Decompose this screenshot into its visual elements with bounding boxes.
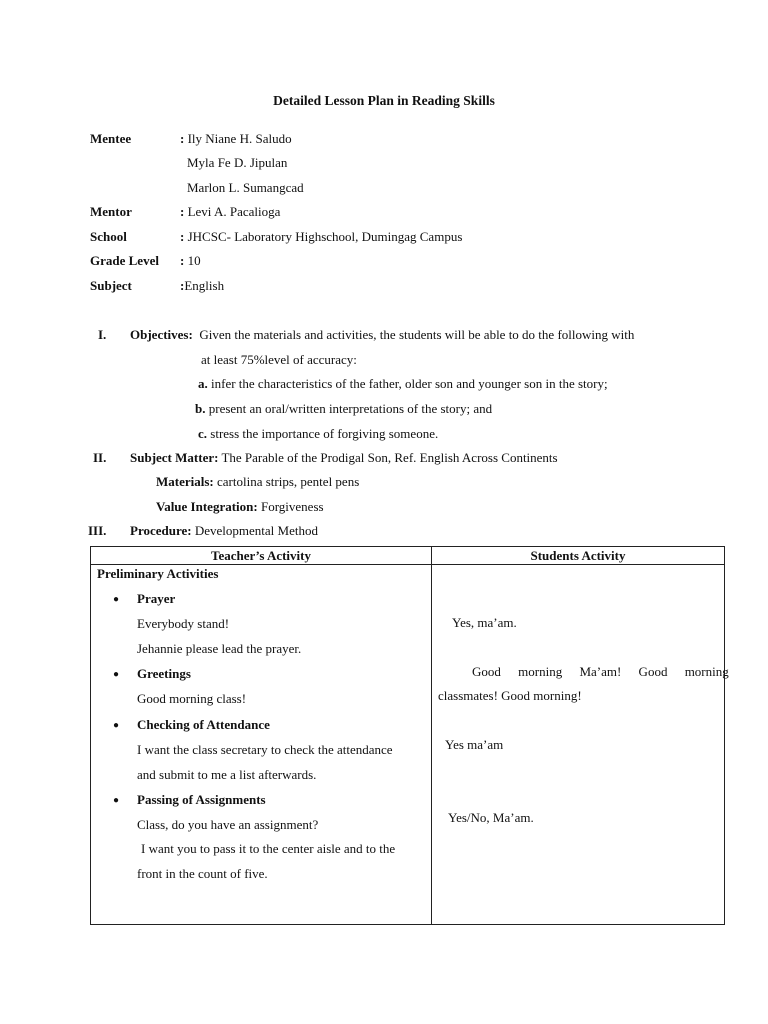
assignments-heading: Passing of Assignments: [137, 792, 266, 807]
prayer-line-2: Jehannie please lead the prayer.: [137, 641, 302, 656]
subject-matter-numeral: II.: [93, 450, 107, 465]
bullet-icon: ●: [113, 720, 120, 731]
student-response-2-text: Good morning Ma’am! Good morning: [472, 664, 729, 679]
objective-item-c: c. stress the importance of forgiving someone.: [198, 426, 439, 441]
value-integration-line: Value Integration: Forgiveness: [156, 499, 324, 514]
assignments-line-1: Class, do you have an assignment?: [137, 817, 319, 832]
teacher-activity-header: Teacher’s Activity: [91, 547, 432, 565]
student-response-3: Yes ma’am: [445, 737, 504, 752]
procedure-line: Procedure: Developmental Method: [130, 523, 318, 538]
teacher-activity-cell: [91, 565, 432, 925]
student-response-4: Yes/No, Ma’am.: [448, 810, 534, 825]
mentee-value-2: Myla Fe D. Jipulan: [187, 155, 288, 170]
objective-item-a: a. infer the characteristics of the father, older son and younger son in the story;: [198, 376, 608, 391]
students-activity-cell: [432, 565, 729, 925]
mentor-value: : Levi A. Pacalioga: [180, 204, 281, 219]
objectives-numeral: I.: [98, 327, 107, 342]
student-response-2-line-2: classmates! Good morning!: [438, 688, 582, 703]
attendance-heading: Checking of Attendance: [137, 717, 270, 732]
student-response-2-line-1: [472, 664, 729, 680]
mentee-label: Mentee: [90, 131, 132, 146]
procedure-numeral: III.: [88, 523, 107, 538]
preliminary-activities-heading: Preliminary Activities: [97, 566, 219, 581]
school-value: : JHCSC- Laboratory Highschool, Dumingag Campus: [180, 229, 463, 244]
mentee-value-1: : Ily Niane H. Saludo: [180, 131, 292, 146]
grade-value: : 10: [180, 253, 201, 268]
attendance-line-2: and submit to me a list afterwards.: [137, 767, 317, 782]
table-header-row: [91, 547, 725, 565]
subject-value: :English: [180, 278, 225, 293]
bullet-icon: ●: [113, 669, 120, 680]
attendance-line-1: I want the class secretary to check the attendance: [137, 742, 393, 757]
activity-table: [90, 546, 729, 925]
subject-label: Subject: [90, 278, 132, 293]
mentor-label: Mentor: [90, 204, 132, 219]
objectives-intro: Objectives: Given the materials and activities, the students will be able to do the following with: [130, 327, 635, 342]
school-label: School: [90, 229, 127, 244]
grade-label: Grade Level: [90, 253, 159, 268]
document-title: Detailed Lesson Plan in Reading Skills: [273, 93, 495, 108]
bullet-icon: ●: [113, 795, 120, 806]
objectives-intro-line2: at least 75%level of accuracy:: [201, 352, 357, 367]
bullet-icon: ●: [113, 594, 120, 605]
mentee-value-3: Marlon L. Sumangcad: [187, 180, 304, 195]
subject-matter-line: Subject Matter: The Parable of the Prodigal Son, Ref. English Across Continents: [130, 450, 558, 465]
prayer-line-1: Everybody stand!: [137, 616, 230, 631]
materials-line: Materials: cartolina strips, pentel pens: [156, 474, 360, 489]
student-response-1: Yes, ma’am.: [452, 615, 517, 630]
assignments-line-3: front in the count of five.: [137, 866, 268, 881]
students-activity-header: Students Activity: [432, 547, 725, 565]
greetings-heading: Greetings: [137, 666, 191, 681]
table-row: [91, 565, 725, 925]
objective-item-b: b. present an oral/written interpretations of the story; and: [195, 401, 493, 416]
assignments-line-2: I want you to pass it to the center aisle and to the: [141, 841, 396, 856]
prayer-heading: Prayer: [137, 591, 176, 606]
greetings-line-1: Good morning class!: [137, 691, 247, 706]
